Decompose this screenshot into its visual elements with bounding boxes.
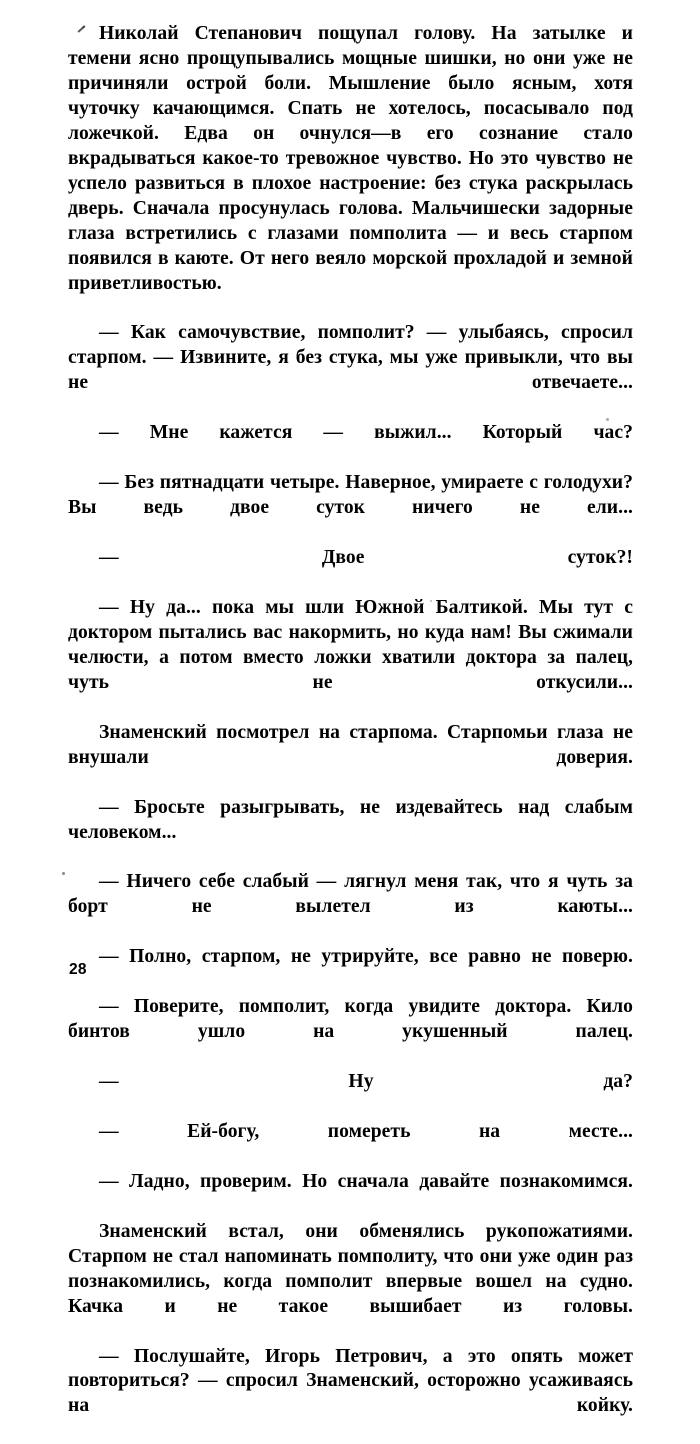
paragraph: Знаменский посмотрел на старпома. Старпомьи глаза не внушали доверия.: [68, 721, 633, 768]
paragraph: Знаменский встал, они обменялись рукопожатиями. Старпом не стал напоминать помполиту, что они уже один раз познакомились, когда помполит впервые вошел на судно. Качка и не такое вышибает из головы.: [68, 1220, 633, 1317]
paragraph: — Ничего себе слабый — лягнул меня так, что я чуть за борт не вылетел из каюты...: [68, 871, 633, 918]
paragraph: — Бросьте разыгрывать, не издевайтесь над слабым человеком...: [68, 796, 633, 843]
paragraph: — Послушайте, Игорь Петрович, а это опять может повториться? — спросил Знаменский, осторожно усаживаясь на койку.: [68, 1345, 633, 1417]
paragraph: — Двое суток?!: [99, 547, 633, 569]
paragraph: — Поверите, помполит, когда увидите доктора. Кило бинтов ушло на укушенный палец.: [68, 996, 633, 1043]
paragraph: — Ну да... пока мы шли Южной Балтикой. Мы тут с доктором пытались вас накормить, но куда нам! Вы сжимали челюсти, а потом вместо ложки хватили доктора за палец, чуть не откусили...: [68, 596, 633, 693]
paragraph: — Ну да?: [99, 1071, 633, 1093]
paragraph: — Ладно, проверим. Но сначала давайте познакомимся.: [99, 1170, 633, 1192]
scan-speck-icon: [62, 872, 65, 875]
body-text-column: [68, 22, 633, 1444]
paragraph: — Как самочувствие, помполит? — улыбаясь, спросил старпом. — Извините, я без стука, мы уже привыкли, что вы не отвечаете...: [68, 322, 633, 394]
paragraph: Николай Степанович пощупал голову. На затылке и темени ясно прощупывались мощные шишки, но они уже не причиняли острой боли. Мышление было ясным, хотя чуточку качающимся. Спать не хотелось, посасывало под ложечкой. Едва он очнулся—в его сознание стало вкрадываться какое-то тревожное чувство. Но это чувство не успело развиться в плохое настроение: без стука раскрылась дверь. Сначала просунулась голова. Мальчишески задорные глаза встретились с глазами помполита — и весь старпом появился в каюте. От него веяло морской прохладой и земной приветливостью.: [68, 23, 633, 294]
paragraph: — Без пятнадцати четыре. Наверное, умираете с голодухи? Вы ведь двое суток ничего не ели...: [68, 472, 633, 519]
paragraph: — Полно, старпом, не утрируйте, все равно не поверю.: [99, 946, 633, 968]
page-number: 28: [69, 961, 87, 978]
paragraph: — Мне кажется — выжил... Который час?: [99, 422, 633, 444]
paragraph: — Ей-богу, помереть на месте...: [99, 1120, 633, 1142]
